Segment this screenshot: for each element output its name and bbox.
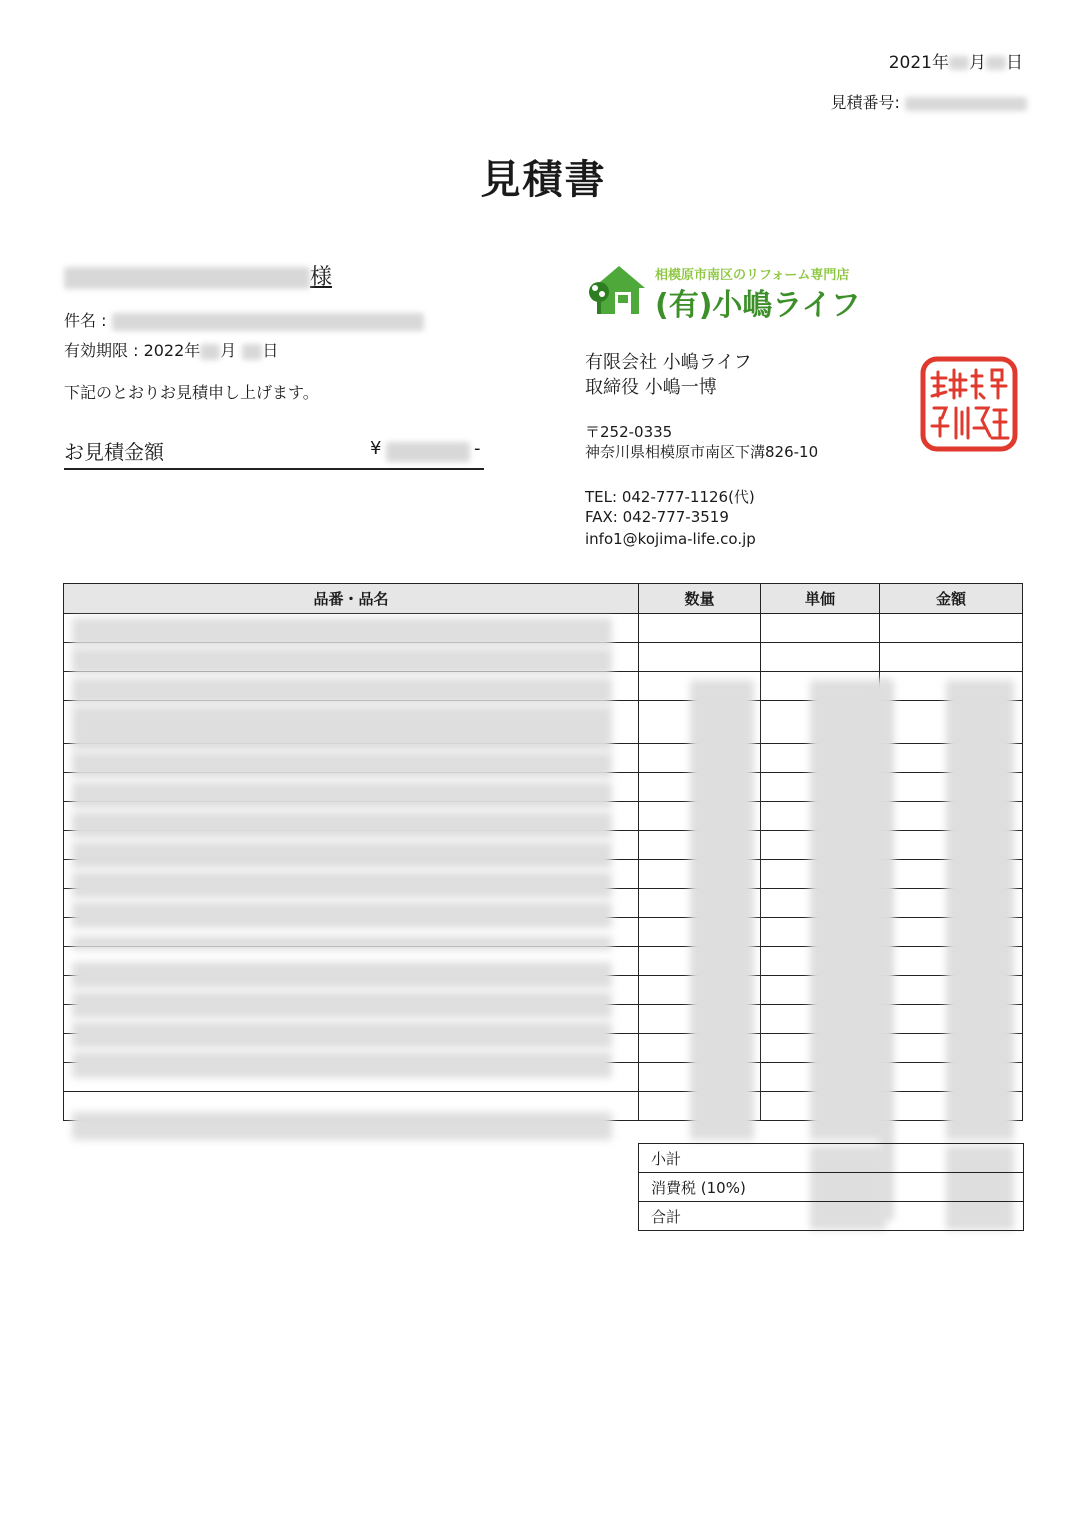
redacted-block [72, 1022, 612, 1048]
redacted-client-name [64, 267, 310, 289]
redacted-block [880, 680, 894, 1220]
subtotal-label: 小計 [639, 1144, 807, 1173]
header-unit-price: 単価 [761, 584, 880, 614]
unit-price-cell [761, 614, 880, 643]
redacted-block [72, 1052, 612, 1078]
subject-line [64, 308, 424, 331]
redacted-validity-month [200, 344, 220, 360]
subject-label: 件名 : [64, 311, 107, 330]
redacted-day [986, 56, 1006, 70]
total-value [806, 1202, 1024, 1231]
redacted-amount [386, 442, 470, 462]
redacted-block [72, 992, 612, 1018]
company-logo [585, 262, 905, 324]
redacted-block [72, 842, 612, 868]
amount-cell [880, 643, 1023, 672]
redacted-block [72, 936, 612, 950]
tax-row [639, 1173, 1024, 1202]
totals-table [638, 1143, 1024, 1231]
total-label: 合計 [639, 1202, 807, 1231]
redacted-block [72, 902, 612, 928]
validity-day-label: 日 [262, 341, 279, 360]
quantity-cell [639, 614, 761, 643]
redacted-block [690, 680, 754, 1140]
validity-month-label: 月 [220, 341, 237, 360]
header-item-name: 品番・品名 [64, 584, 639, 614]
subtotal-row [639, 1144, 1024, 1173]
client-honorific: 様 [310, 265, 333, 290]
redacted-quote-number [905, 97, 1027, 111]
postal-code: 〒252-0335 [585, 423, 673, 441]
company-email: info1@kojima-life.co.jp [585, 530, 756, 548]
company-address: 神奈川県相模原市南区下溝826-10 [585, 443, 819, 461]
table-header-row [64, 584, 1023, 614]
redacted-block [72, 1112, 612, 1140]
total-row [639, 1202, 1024, 1231]
house-tree-icon [585, 262, 649, 322]
validity-line [64, 338, 278, 361]
logo-company-name: (有)小嶋ライフ [655, 288, 861, 323]
redacted-block [810, 680, 888, 1140]
redacted-block [946, 680, 1014, 1140]
header-amount: 金額 [880, 584, 1023, 614]
company-tel: TEL: 042-777-1126(代) [585, 488, 755, 506]
redacted-block [72, 752, 612, 778]
redacted-validity-day [242, 344, 262, 360]
redacted-block [72, 872, 612, 898]
quote-number-label: 見積番号: [830, 93, 900, 112]
redacted-block [72, 782, 612, 808]
redacted-block [72, 678, 612, 704]
redacted-block [72, 618, 612, 646]
redacted-block [72, 648, 612, 674]
intro-text: 下記のとおりお見積申し上げます。 [64, 383, 319, 402]
amount-cell [880, 614, 1023, 643]
date-month-label: 月 [969, 53, 986, 73]
redacted-block [72, 962, 612, 988]
company-seal-stamp [920, 356, 1018, 452]
header-quantity: 数量 [639, 584, 761, 614]
currency-symbol: ¥ [370, 438, 382, 459]
redacted-block [72, 706, 612, 750]
company-name: 有限会社 小嶋ライフ [585, 352, 752, 373]
tax-value [806, 1173, 1024, 1202]
amount-suffix: - [474, 438, 481, 459]
quantity-cell [639, 643, 761, 672]
company-representative: 取締役 小嶋一博 [585, 377, 717, 398]
estimate-amount-label: お見積金額 [64, 440, 164, 464]
subtotal-value [806, 1144, 1024, 1173]
estimate-amount [64, 436, 484, 470]
logo-tagline: 相模原市南区のリフォーム専門店 [655, 268, 850, 283]
client-name-line [64, 260, 332, 291]
quote-number [831, 90, 1028, 113]
redacted-block [72, 812, 612, 838]
validity-label: 有効期限 : 2022年 [64, 341, 201, 360]
redacted-month [949, 56, 969, 70]
company-fax: FAX: 042-777-3519 [585, 508, 729, 526]
unit-price-cell [761, 643, 880, 672]
tax-label: 消費税 (10%) [639, 1173, 807, 1202]
date-day-label: 日 [1006, 53, 1023, 73]
redacted-subject [112, 313, 424, 331]
date-year: 2021年 [888, 53, 949, 73]
document-title: 見積書 [480, 157, 607, 203]
issue-date [889, 48, 1023, 73]
